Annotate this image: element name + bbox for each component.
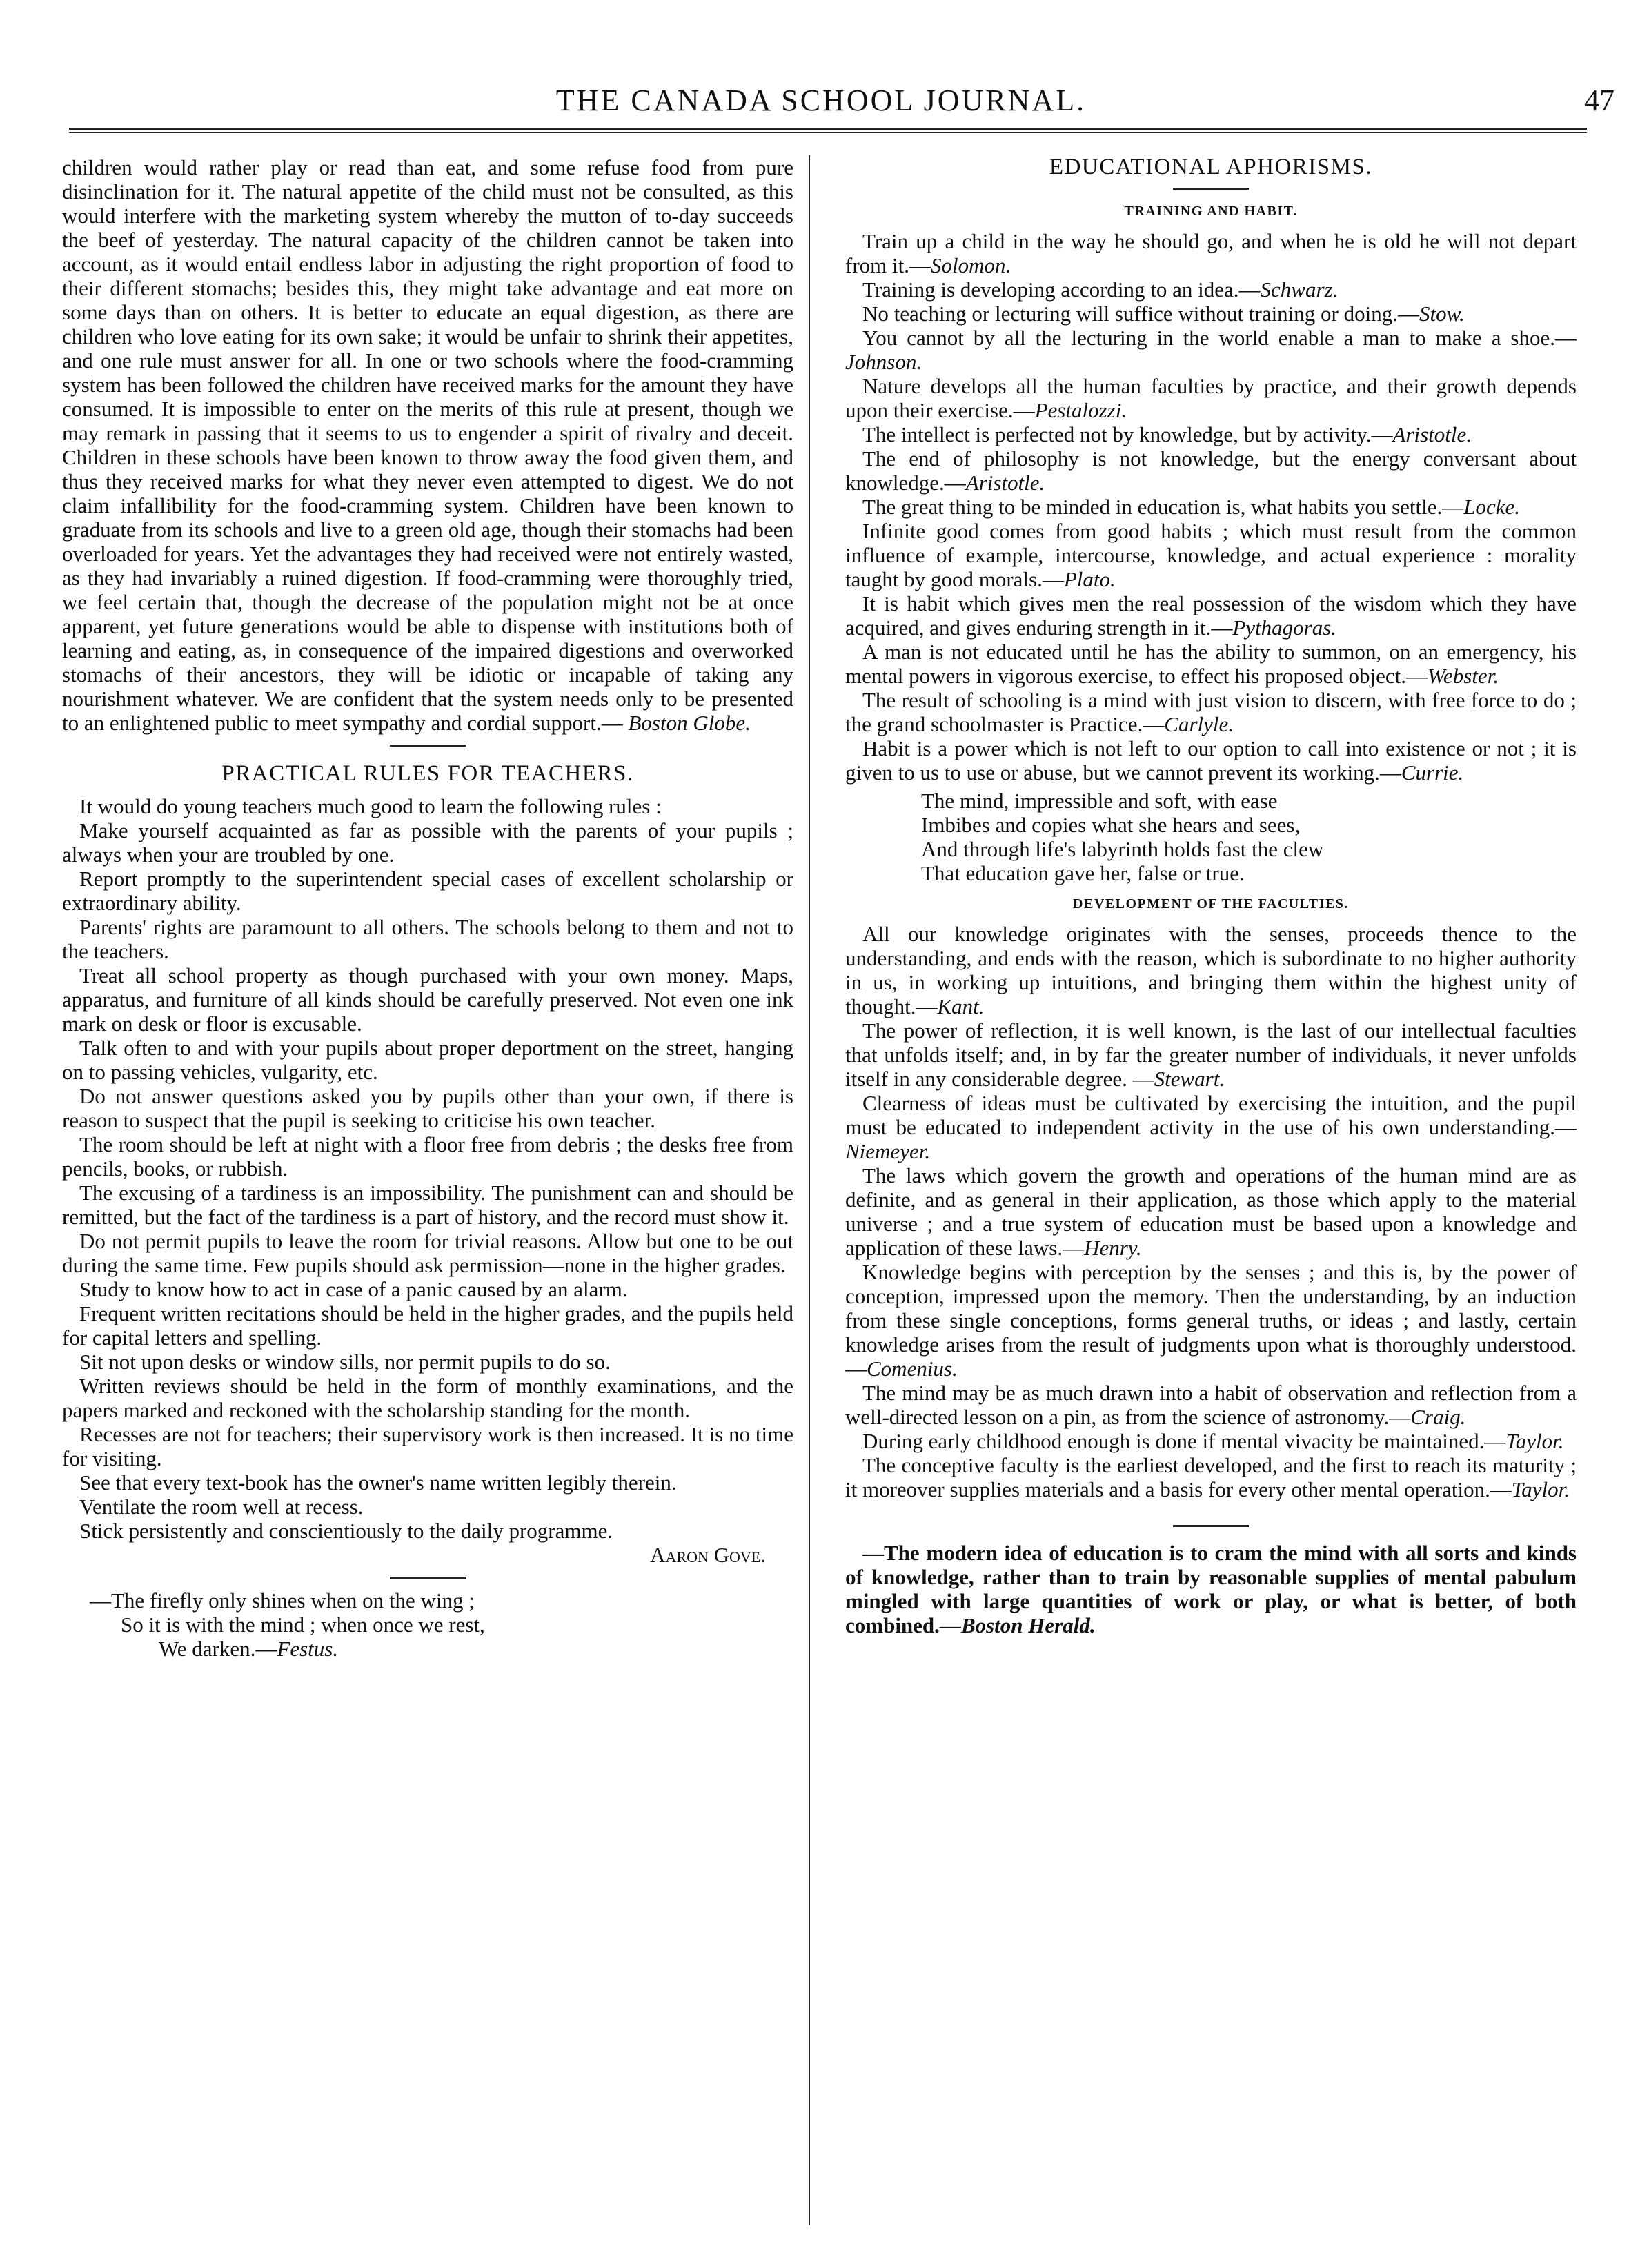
practical-rules-title: PRACTICAL RULES FOR TEACHERS. — [221, 761, 634, 786]
section-rule — [1173, 188, 1249, 190]
section-rule — [390, 1577, 466, 1579]
aphorism: The conceptive faculty is the earliest developed, and the first to reach its maturity ; it moreover supplies materials and a basis for every other mental operation.—Taylor. — [845, 1453, 1577, 1501]
aphorism-author: Locke. — [1463, 495, 1521, 519]
journal-title: THE CANADA SCHOOL JOURNAL. — [555, 83, 1087, 117]
verse-author: Festus. — [277, 1637, 339, 1661]
aphorism: A man is not educated until he has the ability to summon, on an emergency, his mental powers in vigorous exercise, to effect his proposed object.—Webster. — [845, 640, 1577, 688]
aphorism-author: Aristotle. — [1392, 422, 1472, 446]
aphorism: Infinite good comes from good habits ; which must result from the common influence of example, intercourse, knowledge, and actual experience : morality taught by good morals.—Plato. — [845, 519, 1577, 591]
aphorism-author: Stow. — [1419, 302, 1465, 326]
aphorism: Habit is a power which is not left to our option to call into existence or not ; it is given to us to use or abuse, but we cannot prevent its working.—Currie. — [845, 736, 1577, 785]
rule-item: Talk often to and with your pupils about proper deportment on the street, hanging on to passing vehicles, vulgarity, etc. — [62, 1036, 793, 1084]
rule-item: Sit not upon desks or window sills, nor permit pupils to do so. — [79, 1350, 611, 1374]
section-rule — [390, 745, 466, 747]
page-header — [28, 0, 1615, 138]
education-verse — [845, 789, 1577, 885]
rule-item: See that every text-book has the owner's name written legibly therein. — [79, 1470, 677, 1495]
aphorism: The mind may be as much drawn into a habit of observation and reflection from a well-directed lesson on a pin, as from the science of astronomy.—Craig. — [845, 1381, 1577, 1429]
rule-item: It would do young teachers much good to learn the following rules : — [79, 794, 662, 818]
rule-item: Frequent written recitations should be held in the higher grades, and the pupils held for capital letters and spelling. — [62, 1301, 793, 1350]
aphorism: During early childhood enough is done if mental vivacity be maintained.—Taylor. — [862, 1429, 1564, 1453]
aphorism-author: Comenius. — [867, 1357, 958, 1381]
right-column — [845, 155, 1577, 1637]
rules-list — [62, 794, 793, 1543]
rule-item: Do not answer questions asked you by pupils other than your own, if there is reason to suspect that the pupil is seeking to criticise his own teacher. — [62, 1084, 793, 1132]
training-habit-subtitle: TRAINING AND HABIT. — [1124, 204, 1298, 219]
aphorism-author: Kant. — [937, 994, 985, 1018]
aphorism: Clearness of ideas must be cultivated by exercising the intuition, and the pupil must be educated to independent activity in the use of his own understanding.—Niemeyer. — [845, 1091, 1577, 1163]
column-divider — [809, 155, 810, 2225]
aphorism: Knowledge begins with perception by the senses ; and this is, by the power of conception, impressed upon the memory. Then the understanding, by an induction from these single conceptions, forms general truths, or ideas ; and lastly, certain knowledge arises from the result of judgments upon what is thoroughly understood. —Comenius. — [845, 1260, 1577, 1381]
rule-item: Ventilate the room well at recess. — [79, 1495, 364, 1519]
article-body: children would rather play or read than eat, and some refuse food from pure disinclination for it. The natural appetite of the child must not be consulted, as this would interfere with the marketing system whereby the mutton of to-day succeeds the beef of yesterday. The natural capacity of the children cannot be taken into account, as it would entail endless labor in adjusting the right proportion of food to their different stomachs; besides this, they might take advantage and eat more on some days than on others. It is better to educate an equal digestion, as there are children who love eating for its own sake; it would be unfair to shrink their appetites, and one rule must answer for all. In one or two schools where the food-cramming system has been followed the children have received marks for the amount they have consumed. It is impossible to enter on the merits of this rule at present, though we may remark in passing that it seems to us to engender a spirit of rivalry and deceit. Children in these schools have been known to throw away the food given them, and thus they received marks for what they never even attempted to digest. We do not claim infallibility for the food-cramming system. Children have been known to graduate from its schools and live to a green old age, though their stomachs had been overloaded for years. Yet the advantages they had received were not entirely wasted, as they had invariably a ruined digestion. If food-cramming were thoroughly tried, we feel certain that, though the decrease of the population might not be at once apparent, yet future generations would be able to dispense with institutions both of learning and eating, as, in consequence of the impaired digestions and overworked stomachs of their ancestors, they will be idiotic or incapable of taking any nourishment whatever. We are confident that the system needs only to be presented to an enlightened public to meet sympathy and cordial support.— — [62, 155, 793, 735]
rule-item: Parents' rights are paramount to all others. The schools belong to them and not to the teachers. — [62, 915, 793, 963]
aphorisms-title: EDUCATIONAL APHORISMS. — [1049, 155, 1373, 179]
aphorism: No teaching or lecturing will suffice without training or doing.—Stow. — [862, 302, 1465, 326]
aphorism: The end of philosophy is not knowledge, but the energy conversant about knowledge.—Aristotle. — [845, 446, 1577, 495]
page-number: 47 — [1584, 83, 1615, 117]
aphorism-author: Carlyle. — [1164, 712, 1234, 736]
aphorism: Training is developing according to an idea.—Schwarz. — [862, 277, 1339, 302]
development-subtitle: DEVELOPMENT OF THE FACULTIES. — [1073, 896, 1349, 911]
aphorism-author: Taylor. — [1511, 1477, 1570, 1501]
verse-line: Imbibes and copies what she hears and sees, — [921, 813, 1301, 837]
verse-line: That education gave her, false or true. — [921, 861, 1245, 885]
aphorism: The laws which govern the growth and operations of the human mind are as definite, and as general in their application, as those which apply to the material universe ; and a true system of education must be based upon a knowledge and application of these laws.—Henry. — [845, 1163, 1577, 1260]
aphorism: All our knowledge originates with the senses, proceeds thence to the understanding, and ends with the reason, which is subordinate to no higher authority in us, in working up intuitions, and bringing them within the highest unity of thought.—Kant. — [845, 922, 1577, 1018]
rule-item: Stick persistently and conscientiously to the daily programme. — [79, 1519, 613, 1543]
aphorism-author: Niemeyer. — [845, 1139, 931, 1163]
rule-item: The excusing of a tardiness is an impossibility. The punishment can and should be remitted, but the fact of the tardiness is a part of history, and the record must show it. — [62, 1181, 793, 1229]
rule-item: Report promptly to the superintendent special cases of excellent scholarship or extraordinary ability. — [62, 867, 793, 915]
rules-signature: Aaron Gove. — [650, 1543, 766, 1567]
aphorism-author: Schwarz. — [1260, 277, 1339, 302]
verse-line: The mind, impressible and soft, with ease — [921, 789, 1278, 813]
rule-item: The room should be left at night with a floor free from debris ; the desks free from pencils, books, or rubbish. — [62, 1132, 793, 1181]
aphorism: The great thing to be minded in education is, what habits you settle.—Locke. — [862, 495, 1521, 519]
section-rule — [1173, 1525, 1249, 1527]
aphorism-author: Stewart. — [1154, 1067, 1225, 1091]
aphorism: Nature develops all the human faculties by practice, and their growth depends upon their exercise.—Pestalozzi. — [845, 374, 1577, 422]
aphorism: You cannot by all the lecturing in the world enable a man to make a shoe.—Johnson. — [845, 326, 1577, 374]
aphorism-author: Pythagoras. — [1232, 615, 1337, 640]
aphorism-author: Pestalozzi. — [1034, 398, 1127, 422]
verse-line: We darken.—Festus. — [159, 1637, 339, 1661]
header-rule-thin — [69, 132, 1587, 133]
verse-line: So it is with the mind ; when once we rest, — [121, 1613, 485, 1637]
aphorism-author: Plato. — [1063, 567, 1116, 591]
rule-item: Recesses are not for teachers; their supervisory work is then increased. It is no time for visiting. — [62, 1422, 793, 1470]
aphorism-author: Craig. — [1410, 1405, 1466, 1429]
rule-item: Treat all school property as though purchased with your own money. Maps, apparatus, and furniture of all kinds should be carefully preserved. Not even one ink mark on desk or floor is excusable. — [62, 963, 793, 1036]
header-rule — [69, 128, 1587, 130]
aphorism-author: Currie. — [1401, 760, 1464, 785]
aphorism: The power of reflection, it is well known, is the last of our intellectual faculties that unfolds itself; and, in by far the greater number of individuals, it never unfolds itself in any considerable degree. —Stewart. — [845, 1018, 1577, 1091]
aphorism-author: Aristotle. — [965, 471, 1045, 495]
aphorism-author: Taylor. — [1505, 1429, 1564, 1453]
food-cramming-article — [62, 155, 793, 735]
article-source: Boston Globe. — [628, 711, 751, 735]
rule-item: Make yourself acquainted as far as possible with the parents of your pupils ; always when your are troubled by one. — [62, 818, 793, 867]
aphorism-author: Webster. — [1427, 664, 1499, 688]
rule-item: Do not permit pupils to leave the room for trivial reasons. Allow but one to be out during the same time. Few pupils should ask permission—none in the higher grades. — [62, 1229, 793, 1277]
aphorism-author: Johnson. — [845, 350, 922, 374]
verse-line: —The firefly only shines when on the wing ; — [90, 1588, 475, 1613]
aphorism-author: Solomon. — [931, 253, 1011, 277]
rule-item: Written reviews should be held in the form of monthly examinations, and the papers marked and reckoned with the scholarship standing for the month. — [62, 1374, 793, 1422]
closing-source: Boston Herald. — [960, 1613, 1096, 1637]
aphorism: Train up a child in the way he should go, and when he is old he will not depart from it.—Solomon. — [845, 229, 1577, 277]
aphorism: The result of schooling is a mind with just vision to discern, with free force to do ; the grand schoolmaster is Practice.—Carlyle. — [845, 688, 1577, 736]
left-column — [62, 155, 793, 1666]
aphorism-author: Henry. — [1084, 1236, 1142, 1260]
closing-paragraph: —The modern idea of education is to cram the mind with all sorts and kinds of knowledge, rather than to train by reasonable supplies of mental pabulum mingled with large quantities of work or play, or what is better, of both combined.—Boston Herald. — [845, 1541, 1577, 1637]
firefly-verse — [62, 1588, 793, 1661]
verse-line: And through life's labyrinth holds fast the clew — [921, 837, 1324, 861]
aphorism: It is habit which gives men the real possession of the wisdom which they have acquired, and gives enduring strength in it.—Pythagoras. — [845, 591, 1577, 640]
aphorism: The intellect is perfected not by knowledge, but by activity.—Aristotle. — [862, 422, 1472, 446]
rule-item: Study to know how to act in case of a panic caused by an alarm. — [79, 1277, 628, 1301]
